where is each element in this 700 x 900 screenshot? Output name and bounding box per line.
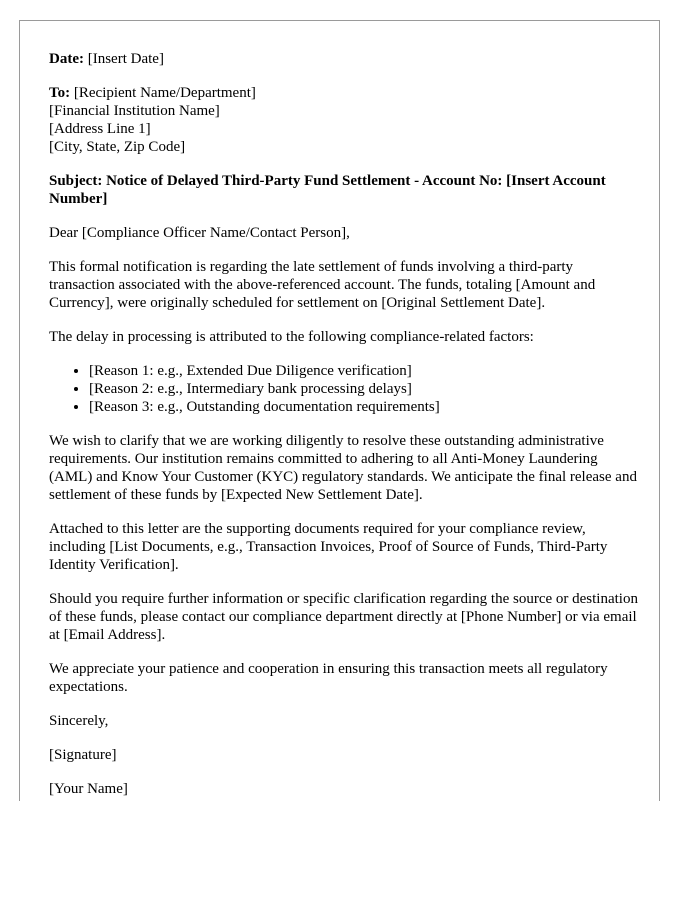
reason-item: • [Reason 3: e.g., Outstanding documentation requirements] <box>89 398 639 416</box>
clarify-paragraph: We wish to clarify that we are working diligently to resolve these outstanding administrative requirements. Our institution remains committed to adhering to all Anti-Money Laundering (AML) and Know Your Customer (KYC) regulatory standards. We anticipate the final release and settlement of these funds by [Expected New Settlement Date]. <box>49 433 637 503</box>
sign-off: Sincerely, <box>49 713 109 729</box>
reason-item: • [Reason 2: e.g., Intermediary bank processing delays] <box>89 380 639 398</box>
letter-page <box>19 20 660 801</box>
letter-content <box>49 50 639 801</box>
subject-line: Subject: Notice of Delayed Third-Party Fund Settlement - Account No: [Insert Account Number] <box>49 173 606 207</box>
date-label: Date: <box>49 51 84 67</box>
to-label: To: <box>49 85 71 101</box>
attachments-paragraph: Attached to this letter are the supporting documents required for your compliance review, including [List Documents, e.g., Transaction Invoices, Proof of Source of Funds, Third-Party Identity Verification]. <box>49 521 608 573</box>
sender-name: [Your Name] <box>49 781 128 797</box>
signature: [Signature] <box>49 747 117 763</box>
recipient-name: [Recipient Name/Department] <box>73 85 256 101</box>
reasons-list <box>49 362 639 416</box>
date-line <box>49 50 639 68</box>
reason-item: • [Reason 1: e.g., Extended Due Diligence verification] <box>89 362 639 380</box>
intro-paragraph: This formal notification is regarding the late settlement of funds involving a third-party transaction associated with the above-referenced account. The funds, totaling [Amount and Currency], were originally scheduled for settlement on [Original Settlement Date]. <box>49 259 596 311</box>
institution-name: [Financial Institution Name] <box>49 103 220 119</box>
city-state-zip: [City, State, Zip Code] <box>49 139 186 155</box>
delay-paragraph: The delay in processing is attributed to the following compliance-related factors: <box>49 329 534 345</box>
date-value: [Insert Date] <box>87 51 164 67</box>
recipient-block <box>49 84 639 156</box>
address-line: [Address Line 1] <box>49 121 151 137</box>
contact-paragraph: Should you require further information or specific clarification regarding the source or destination of these funds, please contact our compliance department directly at [Phone Number] or via email at [Email Address]. <box>49 591 638 643</box>
thanks-paragraph: We appreciate your patience and cooperation in ensuring this transaction meets all regulatory expectations. <box>49 661 608 695</box>
salutation: Dear [Compliance Officer Name/Contact Person], <box>49 225 350 241</box>
